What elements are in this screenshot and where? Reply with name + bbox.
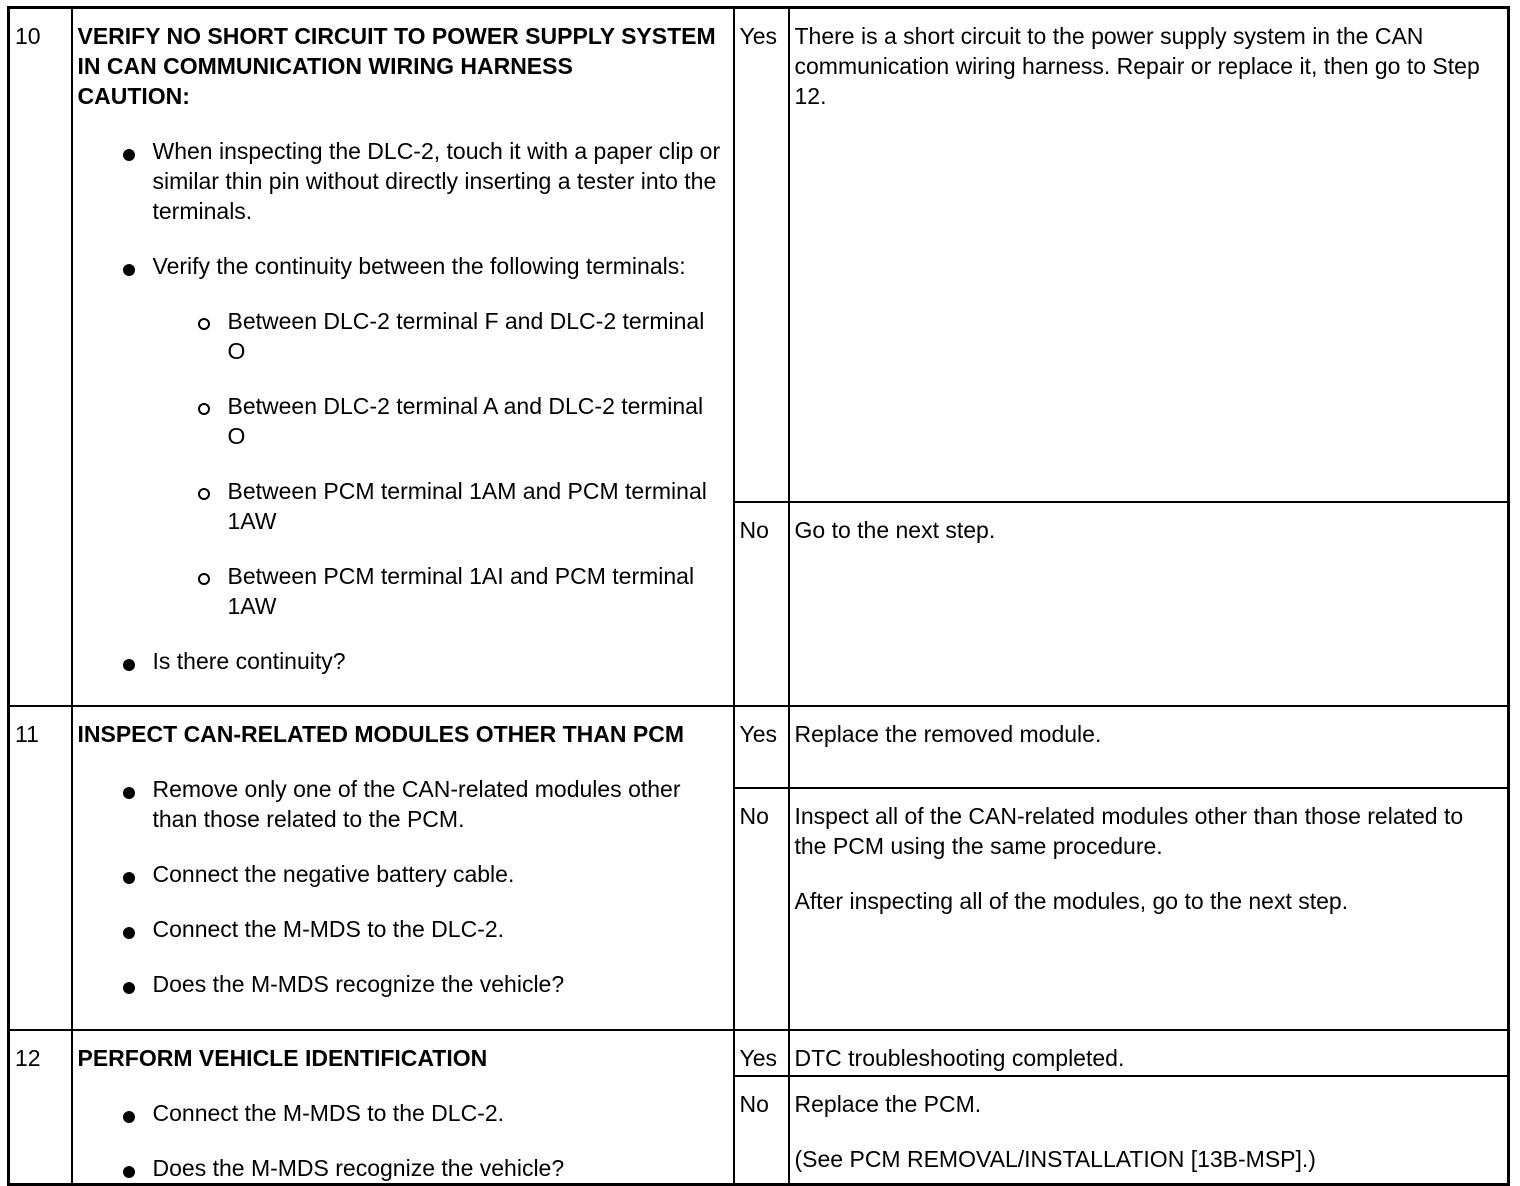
yes-action: Replace the removed module.: [789, 706, 1509, 788]
yes-label: Yes: [734, 1030, 789, 1076]
sub-list-item: Between PCM terminal 1AI and PCM terminal 1AW: [153, 561, 727, 621]
bullet-list: [78, 1098, 727, 1183]
bullet-icon: [123, 659, 135, 671]
no-action: [789, 788, 1509, 1030]
list-item: Is there continuity?: [78, 646, 727, 676]
step-number: 11: [9, 706, 72, 1030]
list-item: Does the M-MDS recognize the vehicle?: [78, 1153, 727, 1183]
caution-label: CAUTION:: [77, 83, 190, 109]
circle-bullet-icon: [198, 318, 210, 330]
bullet-icon: [123, 1166, 135, 1178]
list-item: Connect the M-MDS to the DLC-2.: [78, 1098, 727, 1128]
list-item: Connect the negative battery cable.: [78, 859, 727, 889]
list-item: Verify the continuity between the following terminals: Between DLC-2 terminal F and DLC-2 terminal O Between DLC-2 terminal A and DLC-2 terminal O Between PCM terminal 1AM and PCM terminal 1AW Between PCM terminal 1AI and PCM terminal 1AW: [78, 251, 727, 621]
sub-list-item: Between PCM terminal 1AM and PCM terminal 1AW: [153, 476, 727, 536]
list-item: When inspecting the DLC-2, touch it with a paper clip or similar thin pin without directly inserting a tester into the terminals.: [78, 136, 727, 226]
no-action-text: Inspect all of the CAN-related modules other than those related to the PCM using the same procedure.: [794, 802, 1464, 859]
troubleshooting-table: [7, 6, 1510, 1186]
list-item: Connect the M-MDS to the DLC-2.: [78, 914, 727, 944]
step-title: VERIFY NO SHORT CIRCUIT TO POWER SUPPLY SYSTEM IN CAN COMMUNICATION WIRING HARNESS: [77, 23, 716, 79]
step-10-yes-row: [9, 8, 1509, 502]
step-number: 10: [9, 8, 72, 706]
no-label: No: [734, 502, 789, 706]
no-action-text: Replace the PCM.: [794, 1090, 982, 1117]
bullet-icon: [123, 264, 135, 276]
step-procedure: [72, 1030, 734, 1185]
yes-action: There is a short circuit to the power supply system in the CAN communication wiring harness. Repair or replace it, then go to Step 12.: [789, 8, 1509, 502]
circle-bullet-icon: [198, 403, 210, 415]
bullet-icon: [123, 982, 135, 994]
circle-bullet-icon: [198, 573, 210, 585]
bullet-list: [78, 774, 727, 999]
bullet-icon: [123, 1111, 135, 1123]
list-item: Does the M-MDS recognize the vehicle?: [78, 969, 727, 999]
step-11-yes-row: [9, 706, 1509, 788]
step-12-yes-row: [9, 1030, 1509, 1076]
step-title: PERFORM VEHICLE IDENTIFICATION: [77, 1044, 488, 1071]
bullet-icon: [123, 787, 135, 799]
no-label: No: [734, 1076, 789, 1185]
yes-action: DTC troubleshooting completed.: [789, 1030, 1509, 1076]
bullet-list: [78, 136, 727, 676]
list-item: Remove only one of the CAN-related modules other than those related to the PCM.: [78, 774, 727, 834]
yes-label: Yes: [734, 706, 789, 788]
step-number: 12: [9, 1030, 72, 1185]
step-procedure: [72, 8, 734, 706]
yes-label: Yes: [734, 8, 789, 502]
sub-bullet-list: [153, 306, 727, 621]
no-action-text-2: (See PCM REMOVAL/INSTALLATION [13B-MSP].): [794, 1145, 1316, 1172]
no-label: No: [734, 788, 789, 1030]
bullet-icon: [123, 872, 135, 884]
no-action-text-2: After inspecting all of the modules, go to the next step.: [794, 887, 1349, 914]
no-action: [789, 1076, 1509, 1185]
circle-bullet-icon: [198, 488, 210, 500]
no-action: Go to the next step.: [789, 502, 1509, 706]
sub-list-item: Between DLC-2 terminal F and DLC-2 terminal O: [153, 306, 727, 366]
step-procedure: [72, 706, 734, 1030]
step-title: INSPECT CAN-RELATED MODULES OTHER THAN PCM: [77, 720, 685, 747]
sub-list-item: Between DLC-2 terminal A and DLC-2 terminal O: [153, 391, 727, 451]
bullet-icon: [123, 149, 135, 161]
bullet-icon: [123, 927, 135, 939]
